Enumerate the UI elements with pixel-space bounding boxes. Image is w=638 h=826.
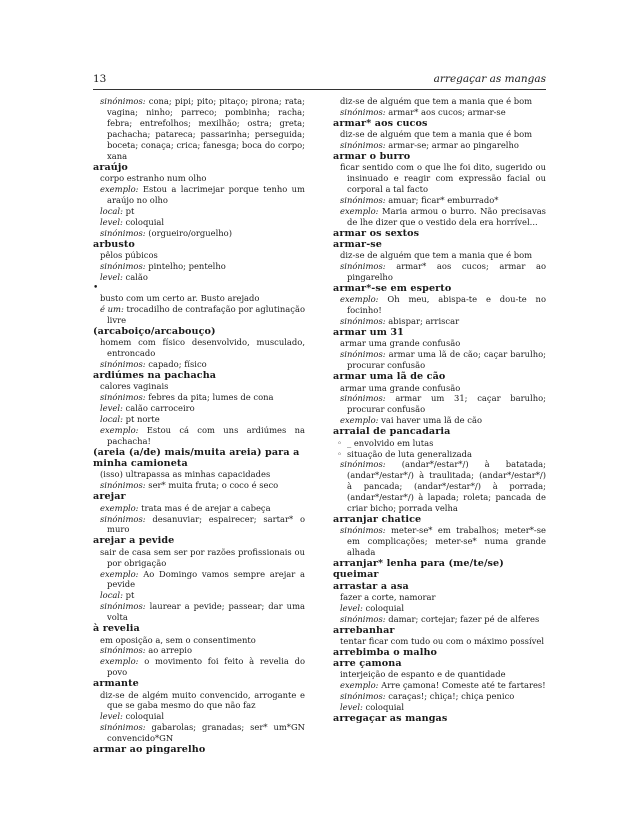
field-key: sinónimos: xyxy=(340,140,386,151)
entry-headword: arejar xyxy=(93,491,126,503)
entry-headword: armar os sextos xyxy=(333,227,420,239)
field-value: damar; cortejar; fazer pé de alferes xyxy=(388,613,540,624)
entry-headword: araújo xyxy=(93,161,128,173)
field-key: sinónimos: xyxy=(100,645,146,656)
field-value: armar uma grande confusão xyxy=(340,338,461,349)
entry-headword: armar-se xyxy=(333,239,382,251)
field-key: exemplo: xyxy=(100,502,139,513)
entry-line xyxy=(333,691,546,702)
field-key: local: xyxy=(100,414,123,425)
entry-line xyxy=(93,250,305,261)
entry-line xyxy=(333,415,546,426)
entry-headword: arejar a pevide xyxy=(93,535,175,547)
entry-headword: arranjar chatice xyxy=(333,514,422,526)
field-value: meter-se* em trabalhos; meter*-se em complicações; meter-se* numa grande alhada xyxy=(347,525,546,558)
field-key: level: xyxy=(100,271,123,282)
entry-line xyxy=(93,656,305,678)
field-key: é um: xyxy=(100,304,124,315)
field-value: (andar*/estar*/) à batatada; (andar*/estar*/) à traulitada; (andar*/estar*/) à pancada; (andar*/estar*/) à porrada; (andar*/estar*/) à lapada; roleta; pancada de criar bicho; porrada velha xyxy=(347,459,546,514)
entry-line xyxy=(333,603,546,614)
field-value: pt norte xyxy=(125,414,160,425)
field-value: Arre çamona! Comeste até te fartares! xyxy=(381,680,546,691)
entry-line xyxy=(333,393,546,415)
sense-marker: ◦ xyxy=(337,437,342,448)
entry-line xyxy=(93,711,305,722)
entry-headword: à revelia xyxy=(93,623,140,635)
entry-line xyxy=(93,184,305,206)
entry-line xyxy=(333,250,546,261)
entry-headword: armar ao pingarelho xyxy=(93,744,206,756)
field-key: sinónimos: xyxy=(340,316,386,327)
entry-line xyxy=(93,217,305,228)
field-value: laurear a pevide; passear; dar uma volta xyxy=(107,601,305,623)
field-value: diz-se de algém muito convencido, arrogante e que se gaba mesmo do que não faz xyxy=(100,689,305,711)
entry-headword: armar o burro xyxy=(333,151,411,163)
field-value: homem com físico desenvolvido, musculado, entroncado xyxy=(100,337,305,359)
entry-line xyxy=(93,722,305,744)
sense-bullet: • xyxy=(93,282,99,293)
field-value: busto com um certo ar. Busto arejado xyxy=(100,293,260,304)
field-key: sinónimos: xyxy=(100,260,146,271)
field-value: corpo estranho num olho xyxy=(100,172,207,183)
right-column xyxy=(333,96,546,724)
entry-line xyxy=(333,294,546,316)
field-key: level: xyxy=(100,711,123,722)
sense-text: _ envolvido em lutas xyxy=(347,437,434,448)
running-head: arregaçar as mangas xyxy=(433,73,546,85)
field-value: Estou cá com uns ardiúmes na pachacha! xyxy=(107,425,305,447)
field-value: pt xyxy=(125,590,135,601)
entry-line xyxy=(333,636,546,647)
field-value: armar um 31; caçar barulho; procurar confusão xyxy=(347,393,546,415)
field-value: calão xyxy=(125,271,148,282)
entry-headword: armar um 31 xyxy=(333,327,404,339)
entry-headword: ardiúmes na pachacha xyxy=(93,370,217,382)
entry-line xyxy=(333,525,546,558)
left-column xyxy=(93,96,305,755)
entry-line xyxy=(93,503,305,514)
field-key: sinónimos: xyxy=(340,349,386,360)
entry-line xyxy=(93,359,305,370)
entry-line xyxy=(93,173,305,184)
entry-line xyxy=(333,349,546,371)
field-value: amuar; ficar* emburrado* xyxy=(388,195,499,206)
field-key: sinónimos: xyxy=(100,392,146,403)
field-key: sinónimos: xyxy=(340,393,386,404)
field-key: level: xyxy=(100,216,123,227)
field-key: sinónimos: xyxy=(340,195,386,206)
field-value: cona; pipi; pito; pitaço; pirona; rata; vagina; ninho; parreco; pombinha; racha; febra; entrefolhos; mexilhão; ostra; greta; pachacha; patareca; passarinha; perseguida; boceta; conaça; crica; fanesga; boca do corpo; xana xyxy=(107,96,305,161)
entry-line xyxy=(333,129,546,140)
entry-line xyxy=(93,206,305,217)
sense-marker: ◦ xyxy=(337,448,342,459)
entry-line xyxy=(333,107,546,118)
page-header xyxy=(93,72,546,86)
field-value: armar uma lã de cão; caçar barulho; procurar confusão xyxy=(347,349,546,371)
field-value: coloquial xyxy=(125,216,165,227)
entry-headword: armar uma lã de cão xyxy=(333,371,446,383)
field-key: sinónimos: xyxy=(100,601,146,612)
entry-line xyxy=(333,592,546,603)
entry-line xyxy=(333,383,546,394)
sense-text: situação de luta generalizada xyxy=(347,448,472,459)
field-key: sinónimos: xyxy=(340,525,386,536)
entry-line xyxy=(93,635,305,646)
field-value: (orgueiro/orguelho) xyxy=(148,227,232,238)
field-value: febres da pita; lumes de cona xyxy=(148,392,274,403)
field-key: sinónimos: xyxy=(340,691,386,702)
field-key: exemplo: xyxy=(340,294,379,305)
entry-line xyxy=(333,316,546,327)
field-value: desanuviar; espairecer; sartar* o muro xyxy=(107,513,305,535)
field-key: sinónimos: xyxy=(340,261,386,272)
field-key: exemplo: xyxy=(100,183,139,194)
field-key: level: xyxy=(340,702,363,713)
entry-line xyxy=(333,680,546,691)
entry-line xyxy=(93,590,305,601)
entry-headword: (arcaboiço/arcabouço) xyxy=(93,326,216,338)
field-value: armar* aos cucos; armar ao pingarelho xyxy=(347,261,546,283)
field-value: abispar; arriscar xyxy=(388,316,460,327)
field-key: sinónimos: xyxy=(100,227,146,238)
field-value: capado; físico xyxy=(148,359,207,370)
entry-line xyxy=(333,669,546,680)
field-key: sinónimos: xyxy=(340,106,386,117)
field-value: Estou a lacrimejar porque tenho um araújo no olho xyxy=(107,183,305,205)
entry-line xyxy=(93,645,305,656)
page-number: 13 xyxy=(93,73,107,85)
field-value: coloquial xyxy=(365,602,405,613)
field-value: pintelho; pentelho xyxy=(148,260,226,271)
field-key: sinónimos: xyxy=(340,459,386,470)
field-key: local: xyxy=(100,205,123,216)
entry-line xyxy=(93,228,305,239)
field-key: sinónimos: xyxy=(100,513,146,524)
entry-line xyxy=(93,425,305,447)
entry-headword: arranjar* lenha para (me/te/se) queimar xyxy=(333,558,504,581)
field-value: caraças!; chiça!; chiça penico xyxy=(388,691,515,702)
entry-headword: (areia (a/de) mais/muita areia) para a minha camioneta xyxy=(93,447,300,470)
field-value: coloquial xyxy=(365,702,405,713)
field-value: diz-se de alguém que tem a mania que é bom xyxy=(340,250,533,261)
entry-line xyxy=(93,337,305,359)
entry-line xyxy=(333,614,546,625)
entry-line xyxy=(93,547,305,569)
header-rule xyxy=(93,89,546,90)
entry-headword: arrastar a asa xyxy=(333,580,409,592)
field-key: sinónimos: xyxy=(100,96,146,106)
field-value: armar uma grande confusão xyxy=(340,382,461,393)
entry-line xyxy=(333,195,546,206)
entry-line xyxy=(93,272,305,283)
entry-line xyxy=(93,96,305,162)
entry-headword: arrebanhar xyxy=(333,624,395,636)
entry-line xyxy=(333,261,546,283)
entry-headword: armante xyxy=(93,678,139,690)
entry-line xyxy=(333,162,546,195)
entry-line xyxy=(333,206,546,228)
entry-line xyxy=(93,304,305,326)
entry-line xyxy=(93,403,305,414)
entry-line xyxy=(93,569,305,591)
field-value: trocadilho de contrafação por aglutinação livre xyxy=(107,304,305,326)
entry-line xyxy=(333,338,546,349)
field-value: Ao Domingo vamos sempre arejar a pevide xyxy=(107,568,305,590)
entry-headword: arregaçar as mangas xyxy=(333,713,448,725)
field-value: em oposição a, sem o consentimento xyxy=(100,634,256,645)
field-value: diz-se de alguém que tem a mania que é bom xyxy=(340,96,533,106)
field-value: pêlos púbicos xyxy=(100,249,158,260)
entry-line xyxy=(93,261,305,272)
field-key: exemplo: xyxy=(100,425,139,436)
field-key: local: xyxy=(100,590,123,601)
entry-headword: arrebimba o malho xyxy=(333,646,438,658)
field-value: diz-se de alguém que tem a mania que é bom xyxy=(340,129,533,140)
field-value: vai haver uma lã de cão xyxy=(381,415,482,426)
field-value: pt xyxy=(125,205,135,216)
field-key: sinónimos: xyxy=(100,359,146,370)
entry-line xyxy=(93,381,305,392)
field-value: interjeição de espanto e de quantidade xyxy=(340,669,506,680)
field-value: ao arrepio xyxy=(148,645,193,656)
field-value: coloquial xyxy=(125,711,165,722)
field-value: tentar ficar com tudo ou com o máximo possível xyxy=(340,635,545,646)
field-key: exemplo: xyxy=(340,206,379,217)
field-value: Oh meu, abispa-te e dou-te no focinho! xyxy=(347,294,546,316)
entry-line xyxy=(333,96,546,107)
entry-line xyxy=(93,392,305,403)
field-value: trata mas é de arejar a cabeça xyxy=(141,502,271,513)
entry-headword: armar*-se em esperto xyxy=(333,283,452,295)
entry-line xyxy=(333,459,546,514)
field-value: armar-se; armar ao pingarelho xyxy=(388,140,519,151)
field-key: exemplo: xyxy=(100,656,139,667)
entry-line xyxy=(93,480,305,491)
field-value: o movimento foi feito à revelia do povo xyxy=(107,656,305,678)
field-key: exemplo: xyxy=(100,568,139,579)
field-key: level: xyxy=(100,403,123,414)
field-value: calores vaginais xyxy=(100,381,169,392)
field-key: sinónimos: xyxy=(340,613,386,624)
entry-headword: armar* aos cucos xyxy=(333,117,428,129)
entry-headword: arre çamona xyxy=(333,658,402,670)
field-key: sinónimos: xyxy=(100,722,146,733)
field-key: sinónimos: xyxy=(100,480,146,491)
entry-line xyxy=(93,514,305,536)
field-value: Maria armou o burro. Não precisavas de lhe dizer que o vestido dela era horrível... xyxy=(347,206,546,227)
entry-line xyxy=(333,702,546,713)
sense-item xyxy=(333,449,546,460)
entry-line xyxy=(93,414,305,425)
sense-item xyxy=(333,438,546,449)
entry-headword: arraial de pancadaria xyxy=(333,426,451,438)
field-key: exemplo: xyxy=(340,680,379,691)
entry-headword: arbusto xyxy=(93,238,135,250)
field-value: gabarolas; granadas; ser* um*GN convencido*GN xyxy=(107,722,305,744)
field-value: (isso) ultrapassa as minhas capacidades xyxy=(100,469,271,480)
entry-line xyxy=(93,601,305,623)
field-value: sair de casa sem ser por razões profissionais ou por obrigação xyxy=(100,546,305,568)
field-value: calão carroceiro xyxy=(125,403,195,414)
entry-line xyxy=(93,469,305,480)
field-value: armar* aos cucos; armar-se xyxy=(388,106,506,117)
entry-line xyxy=(333,140,546,151)
field-value: ficar sentido com o que lhe foi dito, sugerido ou insinuado e reagir com expressão facial ou corporal a tal facto xyxy=(340,162,546,195)
field-value: fazer a corte, namorar xyxy=(340,591,436,602)
field-value: ser* muita fruta; o coco é seco xyxy=(148,480,279,491)
entry-line xyxy=(93,293,305,304)
field-key: exemplo: xyxy=(340,415,379,426)
entry-line xyxy=(93,690,305,712)
field-key: level: xyxy=(340,602,363,613)
